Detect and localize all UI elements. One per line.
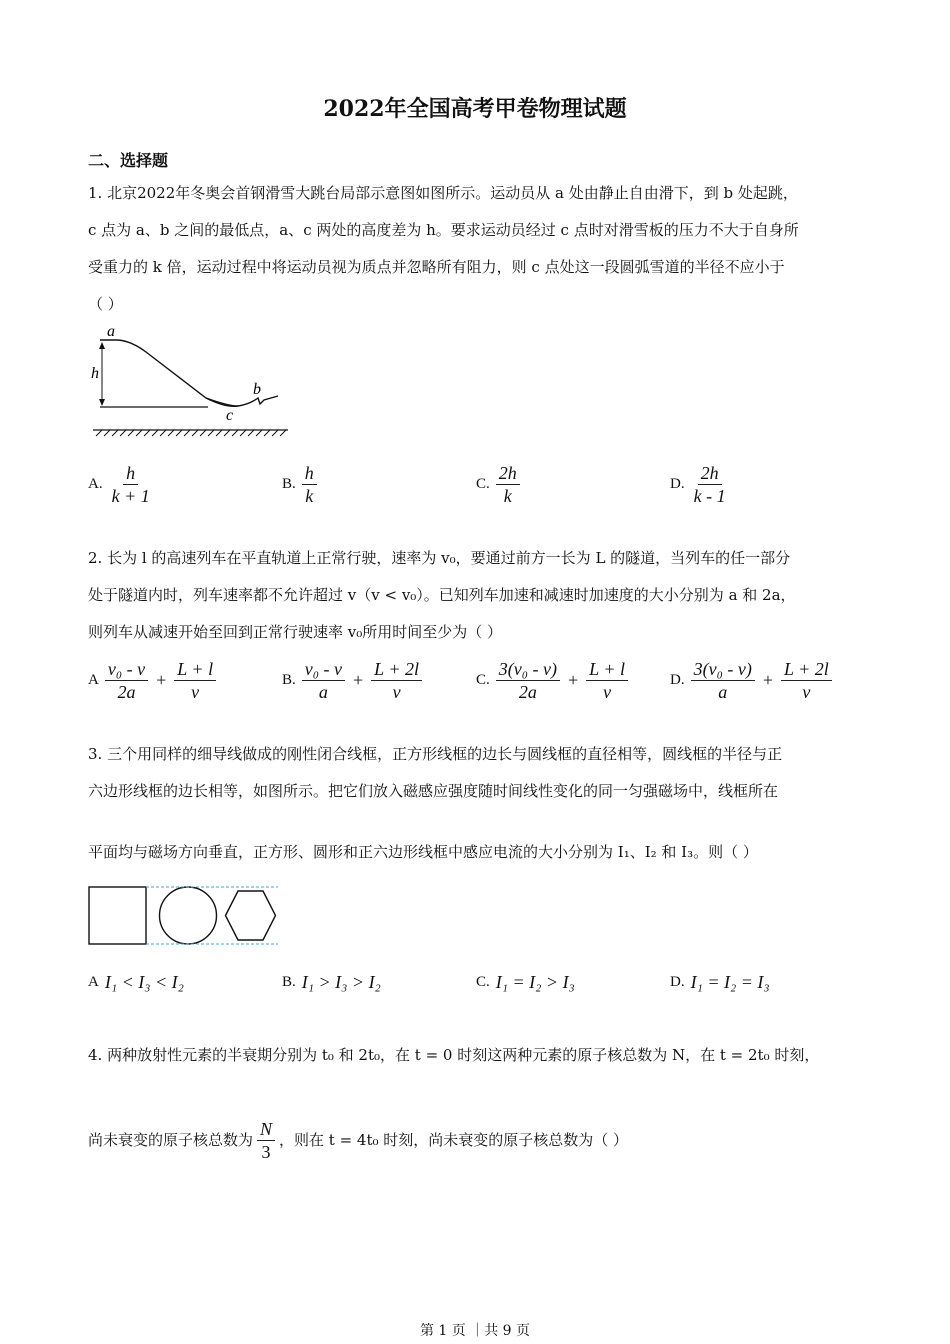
q1-line-4: （ ）	[88, 295, 123, 313]
fraction: $\frac{L + l}{v}$	[174, 658, 216, 703]
q2-line-1: 2. 长为 l 的高速列车在平直轨道上正常行驶，速率为 v₀，要通过前方一长为 L 的隧道，当列车的任一部分	[88, 549, 791, 567]
fraction-n-over-3: $\frac{N}{3}$	[257, 1118, 275, 1163]
q2-option-a[interactable]	[88, 658, 216, 703]
option-letter: A.	[88, 476, 103, 492]
plus-sign: +	[353, 670, 364, 690]
plus-sign: +	[762, 670, 773, 690]
q2-option-d[interactable]	[670, 658, 832, 703]
label-b: b	[253, 381, 261, 398]
fraction: $\frac{h}{k}$	[302, 462, 317, 507]
fraction: $\frac{\text{3(v₀ - v)}}{2a}$	[496, 658, 560, 703]
option-letter: C.	[476, 974, 490, 990]
option-expression: I₁ = I₂ = I₃	[690, 972, 770, 992]
fraction: $\frac{L + 2l}{v}$	[781, 658, 832, 703]
q1-line-3: 受重力的 k 倍，运动过程中将运动员视为质点并忽略所有阻力，则 c 点处这一段圆弧雪道的半径不应小于	[88, 258, 785, 276]
q1-line-2: c 点为 a、b 之间的最低点，a、c 两处的高度差为 h。要求运动员经过 c 点时对滑雪板的压力不大于自身所	[88, 221, 799, 239]
q4-line-1: 4. 两种放射性元素的半衰期分别为 t₀ 和 2t₀，在 t = 0 时刻这两种元素的原子核总数为 N，在 t = 2t₀ 时刻，	[88, 1046, 820, 1064]
option-letter: A	[88, 974, 99, 990]
q2-option-b[interactable]	[282, 658, 422, 703]
option-letter: D.	[670, 974, 685, 990]
square-loop	[89, 887, 146, 944]
q2-line-2: 处于隧道内时，列车速率都不允许超过 v（v < v₀）。已知列车加速和减速时加速度的大小分别为 a 和 2a，	[88, 586, 796, 604]
page-footer: 第 1 页 ｜共 9 页	[419, 1323, 531, 1339]
loops-figure	[86, 880, 281, 950]
fraction: $\frac{\text{3(v₀ - v)}}{a}$	[691, 658, 755, 703]
label-h: h	[91, 365, 99, 382]
plus-sign: +	[156, 670, 167, 690]
plus-sign: +	[567, 670, 579, 690]
option-letter: B.	[282, 476, 296, 492]
q1-option-d[interactable]	[670, 462, 729, 507]
option-expression: I₁ < I₃ < I₂	[104, 972, 184, 992]
option-letter: D.	[670, 672, 685, 688]
q1-option-c[interactable]	[476, 462, 520, 507]
option-letter: B.	[282, 672, 296, 688]
label-a: a	[107, 323, 115, 340]
option-letter: D.	[670, 476, 685, 492]
q1-option-a[interactable]	[88, 462, 153, 507]
q1-option-b[interactable]	[282, 462, 317, 507]
fraction: $\frac{L + l}{v}$	[586, 658, 628, 703]
page-title: 2022年全国高考甲卷物理试题	[323, 96, 627, 122]
q2-option-c[interactable]	[476, 658, 628, 703]
q3-option-d[interactable]	[670, 972, 770, 993]
fraction: $\frac{\text{v₀ - v}}{2a}$	[105, 658, 148, 703]
option-letter: C.	[476, 476, 490, 492]
fraction: $\frac{h}{k + 1}$	[111, 463, 150, 506]
q1-line-1: 1. 北京2022年冬奥会首钢滑雪大跳台局部示意图如图所示。运动员从 a 处由静止自由滑下，到 b 处起跳，	[88, 184, 798, 202]
q2-text	[88, 540, 858, 651]
q3-text	[88, 736, 858, 871]
q2-line-3: 则列车从减速开始至回到正常行驶速率 v₀所用时间至少为（ ）	[88, 623, 503, 641]
option-expression: I₁ > I₃ > I₂	[301, 972, 381, 992]
q4-line-2: 尚未衰变的原子核总数为 $\frac{N}{3}$ ，则在 t = 4t₀ 时刻，尚未衰变的原子核总数为（ ）	[88, 1119, 629, 1162]
q3-line-1: 3. 三个用同样的细导线做成的刚性闭合线框，正方形线框的边长与圆线框的直径相等，圆线框的半径与正	[88, 745, 783, 763]
fraction: $\frac{2h}{k}$	[496, 462, 520, 507]
q4-text	[88, 1037, 858, 1074]
option-letter: B.	[282, 974, 296, 990]
q3-option-a[interactable]	[88, 972, 184, 993]
circle-loop	[160, 887, 217, 944]
q3-option-c[interactable]	[476, 972, 575, 993]
hexagon-loop	[226, 891, 276, 940]
option-letter: A	[88, 672, 99, 688]
q3-line-2: 六边形线框的边长相等，如图所示。把它们放入磁感应强度随时间线性变化的同一匀强磁场中，线框所在	[88, 782, 779, 800]
q3-option-b[interactable]	[282, 972, 381, 993]
option-expression: I₁ = I₂ > I₃	[495, 972, 575, 992]
fraction: $\frac{\text{v₀ - v}}{a}$	[302, 658, 345, 703]
label-c: c	[226, 407, 234, 424]
fraction: $\frac{2h}{k - 1}$	[693, 463, 726, 506]
q1-text	[88, 175, 858, 323]
ski-jump-figure	[88, 318, 293, 443]
section-heading: 二、选择题	[88, 151, 169, 170]
option-letter: C.	[476, 672, 490, 688]
fraction: $\frac{L + 2l}{v}$	[371, 658, 422, 703]
q3-line-3: 平面均与磁场方向垂直，正方形、圆形和正六边形线框中感应电流的大小分别为 I₁、I₂ 和 I₃。则（ ）	[88, 843, 758, 861]
